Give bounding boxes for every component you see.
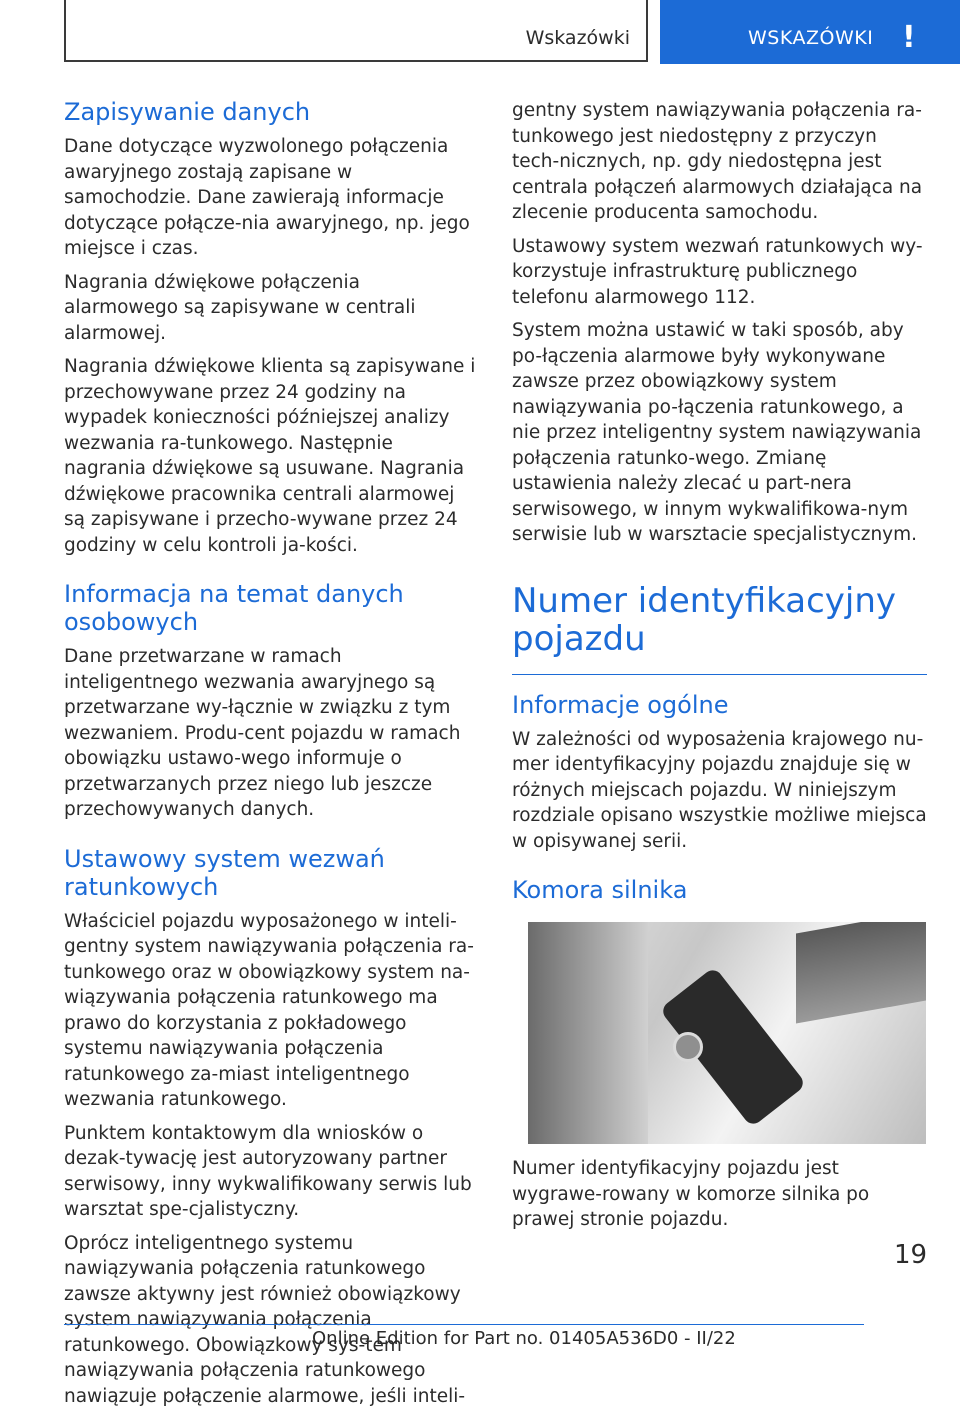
paragraph: Punktem kontaktowym dla wniosków o dezak-tywację jest autoryzowany partner serwisowy, inny wykwalifikowany serwis lub warsztat spe-cjalistyczny. xyxy=(64,1121,479,1223)
paragraph: System można ustawić w taki sposób, aby po-łączenia alarmowe były wykonywane zawsze przez obowiązkowy system nawiązywania po-łączenia ratunkowego, a nie przez inteligentny system nawiązywania połączenia ratunko-wego. Zmianę ustawienia należy zlecać u part-nera serwisowego, w innym wykwalifikowa-nym serwisie lub w warsztacie specjalistycznym. xyxy=(512,318,927,548)
header-right-tab xyxy=(660,0,960,64)
paragraph: gentny system nawiązywania połączenia ra-tunkowego jest niedostępny z przyczyn tech-nicznych, np. gdy niedostępna jest centrala połączeń alarmowych działająca na zlecenie producenta samochodu. xyxy=(512,98,927,226)
paragraph: Ustawowy system wezwań ratunkowych wy-korzystuje infrastrukturę publicznego telefonu alarmowego 112. xyxy=(512,234,927,311)
figure-caption: Numer identyfikacyjny pojazdu jest wygrawe-rowany w komorze silnika po prawej stronie pojazdu. xyxy=(512,1156,927,1233)
heading-vin: Numer identyfikacyjny pojazdu xyxy=(512,582,927,658)
engine-compartment-photo xyxy=(528,922,926,1144)
page-number: 19 xyxy=(894,1240,927,1270)
heading-statutory-system: Ustawowy system wezwań ratunkowych xyxy=(64,845,479,901)
heading-personal-data: Informacja na temat danych osobowych xyxy=(64,580,479,636)
paragraph: Dane dotyczące wyzwolonego połączenia awaryjnego zostają zapisane w samochodzie. Dane zawierają informacje dotyczące połącze-nia awaryjnego, np. jego miejsce i czas. xyxy=(64,134,479,262)
header-right-title: WSKAZÓWKI xyxy=(748,27,873,49)
paragraph: Nagrania dźwiękowe połączenia alarmowego są zapisywane w centrali alarmowej. xyxy=(64,270,479,347)
paragraph: Właściciel pojazdu wyposażonego w inteli-gentny system nawiązywania połączenia ra-tunkowego oraz w obowiązkowy system na-wiązywania połączenia ratunkowego ma prawo do korzystania z pokładowego systemu nawiązywania połączenia ratunkowego za-miast inteligentnego wezwania ratunkowego. xyxy=(64,909,479,1113)
paragraph: W zależności od wyposażenia krajowego nu-mer identyfikacyjny pojazdu znajduje się w różnych miejscach pojazdu. W niniejszym rozdziale opisano wszystkie możliwe miejsca w opisywanej serii. xyxy=(512,727,927,855)
footer-edition: Online Edition for Part no. 01405A536D0 - II/22 xyxy=(312,1328,736,1349)
header-left-box xyxy=(64,0,648,62)
footer-divider xyxy=(64,1324,864,1325)
header-left-title: Wskazówki xyxy=(526,27,630,49)
left-column xyxy=(64,98,479,1409)
paragraph: Dane przetwarzane w ramach inteligentnego wezwania awaryjnego są przetwarzane wy-łącznie w związku z tym wezwaniem. Produ-cent pojazdu w ramach obowiązku ustawo-wego informuje o przetwarzanych przez niego lub jeszcze przechowywanych danych. xyxy=(64,644,479,823)
paragraph: Oprócz inteligentnego systemu nawiązywania połączenia ratunkowego zawsze aktywny jest również obowiązkowy system nawiązywania połączenia ratunkowego. Obowiązkowy sys-tem nawiązywania połączenia ratunkowego nawiązuje połączenie alarmowe, jeśli inteli- xyxy=(64,1231,479,1409)
right-column xyxy=(512,98,927,1233)
heading-data-storage: Zapisywanie danych xyxy=(64,98,479,126)
heading-general-info: Informacje ogólne xyxy=(512,691,927,719)
paragraph: Nagrania dźwiękowe klienta są zapisywane i przechowywane przez 24 godziny na wypadek konieczności późniejszej analizy wezwania ra-tunkowego. Następnie nagrania dźwiękowe są usuwane. Nagrania dźwiękowe pracownika centrali alarmowej są zapisywane i przecho-wywane przez 24 godziny w celu kontroli ja-kości. xyxy=(64,354,479,558)
section-divider xyxy=(512,674,927,675)
heading-engine-compartment: Komora silnika xyxy=(512,876,927,904)
exclamation-icon: ! xyxy=(902,20,916,55)
